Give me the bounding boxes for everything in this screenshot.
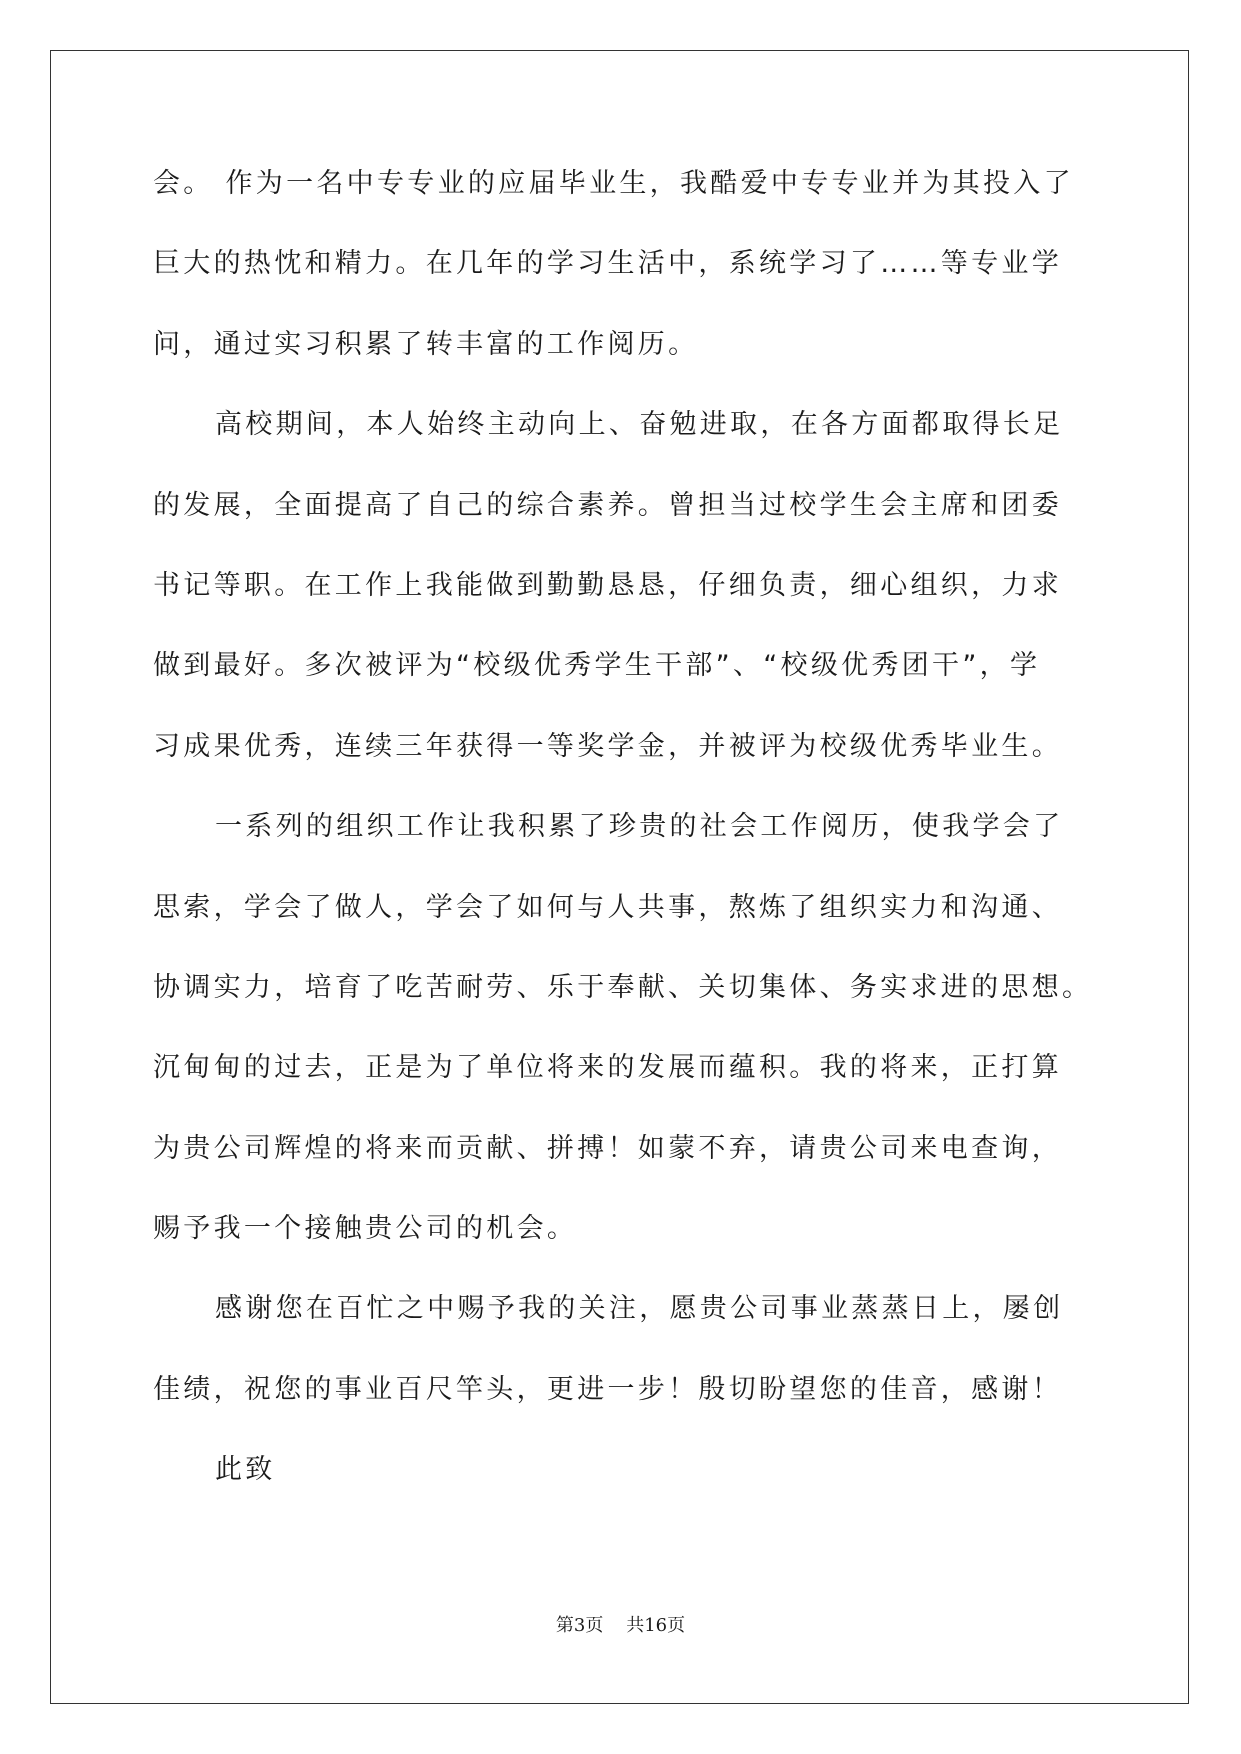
text-line: 赐予我一个接触贵公司的机会。	[153, 1213, 578, 1245]
text-line: 习成果优秀，连续三年获得一等奖学金，并被评为校级优秀毕业生。	[153, 730, 1062, 762]
document-body	[153, 157, 1093, 1524]
text-line: 的发展，全面提高了自己的综合素养。曾担当过校学生会主席和团委	[153, 489, 1062, 521]
text-line: 做到最好。多次被评为“校级优秀学生干部”、“校级优秀团干”，学	[153, 650, 1041, 682]
paragraph-start-line: 感谢您在百忙之中赐予我的关注，愿贵公司事业蒸蒸日上，屡创	[215, 1293, 1064, 1325]
text-line: 问，通过实习积累了转丰富的工作阅历。	[153, 328, 699, 360]
closing-salutation: 此致	[215, 1454, 276, 1486]
paragraph-start-line: 高校期间，本人始终主动向上、奋勉进取，在各方面都取得长足	[215, 409, 1064, 441]
text-line: 为贵公司辉煌的将来而贡献、拼搏！如蒙不弃，请贵公司来电查询，	[153, 1132, 1062, 1164]
text-line: 协调实力，培育了吃苦耐劳、乐于奉献、关切集体、务实求进的思想。	[153, 971, 1093, 1003]
page-number: 第3页	[555, 1615, 604, 1636]
text-line: 书记等职。在工作上我能做到勤勤恳恳，仔细负责，细心组织，力求	[153, 569, 1062, 601]
text-line: 思索，学会了做人，学会了如何与人共事，熬炼了组织实力和沟通、	[153, 891, 1062, 923]
text-line: 巨大的热忱和精力。在几年的学习生活中，系统学习了……等专业学	[153, 248, 1062, 280]
page-footer	[0, 1611, 1241, 1637]
text-line: 会。 作为一名中专专业的应届毕业生，我酷爱中专专业并为其投入了	[153, 168, 1074, 199]
total-pages: 共16页	[626, 1615, 686, 1636]
text-line: 佳绩，祝您的事业百尺竿头，更进一步！殷切盼望您的佳音，感谢！	[153, 1373, 1062, 1405]
paragraph-start-line: 一系列的组织工作让我积累了珍贵的社会工作阅历，使我学会了	[215, 811, 1064, 843]
text-line: 沉甸甸的过去，正是为了单位将来的发展而蕴积。我的将来，正打算	[153, 1052, 1062, 1084]
